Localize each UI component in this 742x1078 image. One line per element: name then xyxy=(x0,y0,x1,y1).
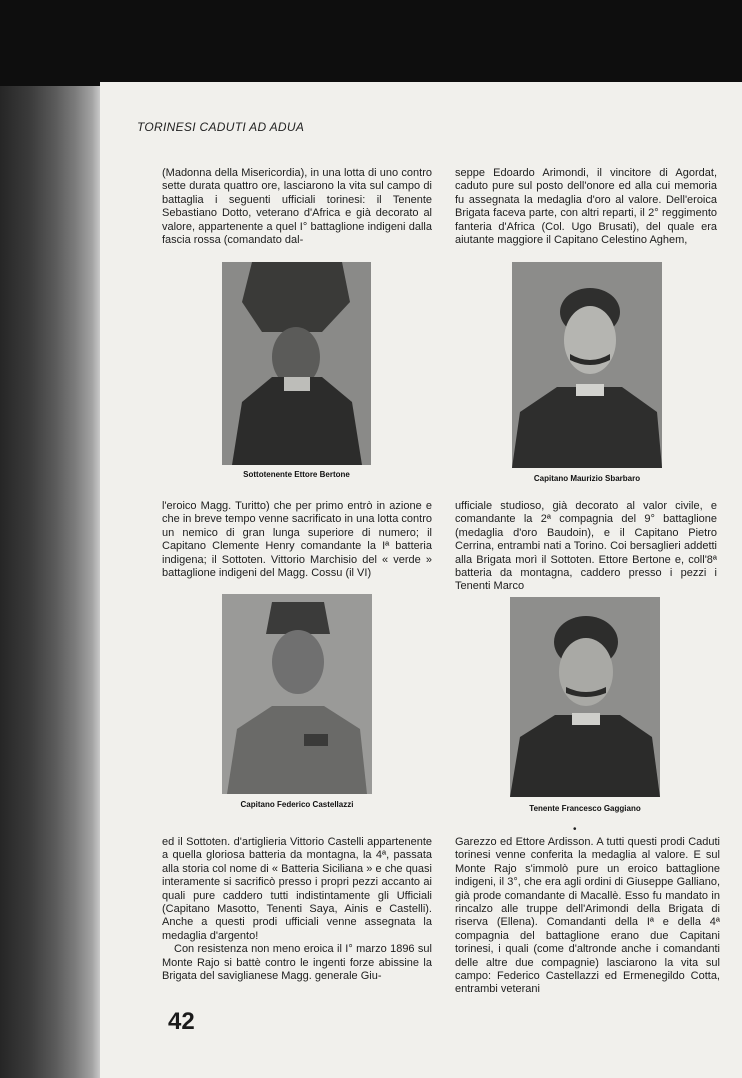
caption-photo-gaggiano: Tenente Francesco Gaggiano xyxy=(529,804,641,813)
text-mid-left: l'eroico Magg. Turitto) che per primo entrò in azione e che in breve tempo venne sacrificato in una lotta contro un nemico di gran lunga superiore di numero; il Capitano Clemente Henry comandante la Iª batteria indigena; il Sottoten. Vittorio Marchisio del « verde » battaglione indigeni del Magg. Cossu (il VI) xyxy=(162,500,432,580)
portrait-photo-bertone xyxy=(222,262,371,465)
portrait-photo-sbarbaro xyxy=(512,262,662,468)
portrait-photo-castellazzi xyxy=(222,594,372,794)
caption-photo-castellazzi: Capitano Federico Castellazzi xyxy=(240,800,354,809)
page-number: 42 xyxy=(168,1008,195,1035)
text-bottom-left-paragraph-1: ed il Sottoten. d'artiglieria Vittorio Castelli appartenente a quella gloriosa batteria da montagna, la 4ª, passata alla storia col nome di « Batteria Siciliana » e che quasi interamente si sacrificò presso i propri pezzi accanto ai quali pure caddero tutti indistintamente gli Ufficiali (Capitano Masotto, Tenenti Saya, Ainis e Castelli). Anche a questi prodi ufficiali venne assegnata la medaglia d'argento! xyxy=(162,836,432,942)
portrait-photo-gaggiano xyxy=(510,597,660,797)
text-bottom-right: Garezzo ed Ettore Ardisson. A tutti questi prodi Caduti torinesi venne conferita la medaglia al valore. E sul Monte Rajo s'immolò pure un eroico battaglione indigeni, il 3°, che era agli ordini di Giuseppe Galliano, già prode comandante di Macallè. Esso fu mandato in rincalzo alle truppe dell'Arimondi della Brigata di riserva (Ellena). Comandanti della Iª e della 4ª compagnia del battaglione erano due Capitani torinesi, i quali (come d'altronde anche i comandanti delle altre due compagnie) lasciarono la vita sul campo: Federico Castellazzi ed Ermenegildo Cotta, entrambi veterani xyxy=(455,836,720,996)
text-bottom-left-paragraph-2: Con resistenza non meno eroica il I° marzo 1896 sul Monte Rajo si battè contro le ingenti forze abissine la Brigata del saviglianese Magg. generale Giu- xyxy=(162,943,432,983)
text-top-right: seppe Edoardo Arimondi, il vincitore di Agordat, caduto pure sul posto dell'onore ed alla cui memoria fu assegnata la medaglia d'oro al valore. Dell'eroica Brigata faceva parte, con altri reparti, il 2° reggimento fanteria d'Africa (Col. Ugo Brusati), del quale era aiutante maggiore il Capitano Celestino Aghem, xyxy=(455,167,717,247)
text-mid-right: ufficiale studioso, già decorato al valor civile, e comandante la 2ª compagnia del 9° battaglione (medaglia d'oro Baudoin), e il Capitano Pietro Cerrina, entrambi nati a Torino. Coi bersaglieri addetti alla Brigata morì il Sottoten. Ettore Bertone e, coll'8ª batteria da montagna, caddero presso i pezzi i Tenenti Marco xyxy=(455,500,717,593)
scan-dark-border xyxy=(0,0,742,86)
book-spine-shadow xyxy=(0,86,100,1078)
decorative-dot: • xyxy=(573,824,577,835)
text-bottom-left xyxy=(162,836,432,983)
caption-photo-sbarbaro: Capitano Maurizio Sbarbaro xyxy=(533,474,641,483)
text-top-left: (Madonna della Misericordia), in una lotta di uno contro sette durata quattro ore, lasciarono la vita sul campo di battaglia i seguenti ufficiali torinesi: il Tenente Sebastiano Dotto, veterano d'Africa e già decorato al valore, appartenente a quel I° battaglione indigeni dalla fascia rossa (comandato dal- xyxy=(162,167,432,247)
caption-photo-bertone: Sottotenente Ettore Bertone xyxy=(243,470,350,479)
running-header: TORINESI CADUTI AD ADUA xyxy=(137,120,305,134)
